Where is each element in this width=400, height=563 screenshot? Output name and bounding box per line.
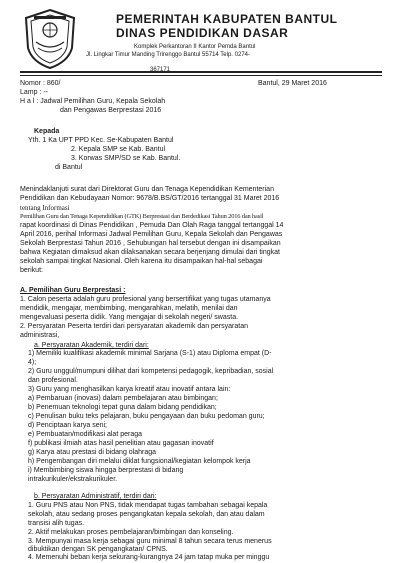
letterhead-title-1: PEMERINTAH KABUPATEN BANTUL — [116, 12, 338, 26]
section-a-line: 2. Persyaratan Peserta terdiri dari persyaratan akademik dan persyaratan — [20, 323, 249, 330]
section-a-line: 1. Calon peserta adalah guru profesional yang bersertifikat yang tugas utamanya — [20, 296, 271, 303]
letterhead-rule-thick — [20, 71, 382, 73]
body-line: berikut: — [20, 267, 43, 274]
body-line: bahwa Kegiatan dimaksud akan dilaksanakan secara berjenjang dimulai dari tingkat — [20, 249, 280, 256]
section-a-line: mendidik, mengajar, membimbing, mengarahkan, melatih, menilai dan — [20, 305, 238, 312]
academic-line: d) Penciptaan karya seni; — [28, 422, 107, 429]
academic-line: c) Penulisan buku teks pelajaran, buku pengayaan dan buku pedoman guru; — [28, 413, 265, 420]
academic-line: 4); — [28, 359, 37, 366]
letterhead — [86, 12, 386, 59]
administrative-requirements-heading: b. Persyaratan Administratif, terdiri dari: — [34, 493, 157, 500]
lamp-line: Lamp : -- — [20, 89, 49, 96]
academic-line: 1) Memiliki kualifikasi akademik minimal Sarjana (S-1) atau Diploma empat (D- — [28, 350, 272, 357]
academic-line: dan profesional. — [28, 377, 78, 384]
letterhead-rule-thin — [20, 75, 382, 76]
administrative-line: 3. Mempunyai masa kerja sebagai guru minimal 8 tahun secara terus menerus — [28, 538, 272, 545]
nomor-line: Nomor : 860/ — [20, 80, 61, 87]
academic-line: b) Penemuan teknologi tepat guna dalam bidang pendidikan; — [28, 404, 217, 411]
academic-line: i) Membimbing siswa hingga berprestasi di bidang — [28, 467, 184, 474]
academic-line: a) Pembaruan (inovasi) dalam pembelajaran atau bimbingan; — [28, 395, 218, 402]
academic-line: intrakurikuler/ekstrakurikuler. — [28, 476, 118, 483]
academic-line: f) publikasi ilmiah atas hasil penelitian atau gagasan inovatif — [28, 440, 214, 447]
hal-line: H a l : Jadwal Pemilihan Guru, Kepala Sekolah — [20, 98, 166, 105]
body-line: Pemilihan Guru dan Tenaga Kependidikan (GTK) Berprestasi dan Berdedikasi Tahun 2016 dan hasil — [20, 213, 264, 220]
letterhead-address-2: Jl. Lingkar Timur Manding Trirenggo Bantul 55714 Telp. 0274- — [86, 52, 250, 58]
body-line: Sekolah Berprestasi Tahun 2016 , Sehubungan hal tersebut dengan ini disampaikan — [20, 240, 281, 247]
section-a-heading: A. Pemilihan Guru Berprestasi : — [20, 287, 126, 294]
letter-date: Bantul, 29 Maret 2016 — [258, 80, 327, 87]
recipient-line-2: 2. Kepala SMP se Kab. Bantul — [71, 146, 166, 153]
body-line: rapat koordinasi di Dinas Pendidikan , Pemuda Dan Olah Raga tanggal tertanggal 14 — [20, 222, 284, 229]
body-line: Menindaklanjuti surat dari Direktorat Guru dan Tenaga Kependidikan Kementerian — [20, 186, 274, 193]
academic-line: h) Pengembangan diri melalui diklat fungsional/kegiatan kelompok kerja — [28, 458, 251, 465]
administrative-line: 2. Aktif melakukan proses pembelajaran/bimbingan dan konseling. — [28, 529, 234, 536]
administrative-line: transisi alih tugas. — [28, 520, 85, 527]
administrative-line: dibuktikan dengan SK pengangkatan/ CPNS. — [28, 546, 168, 553]
academic-line: 3) Guru yang menghasilkan karya kreatif atau inovatif antara lain: — [28, 386, 231, 393]
academic-requirements-heading: a. Persyaratan Akademik, terdiri dari: — [34, 342, 149, 349]
administrative-line: sekolah, atau sedang proses pengangkatan kepala sekolah, dan atau dalam — [28, 511, 265, 518]
administrative-line: 1. Guru PNS atau Non PNS, tidak mendapat tugas tambahan sebagai kepala — [28, 502, 268, 509]
body-line: Pendidikan dan Kebudayaan Nomor: 9678/B.BS/GT/2016 tertanggal 31 Maret 2016 — [20, 195, 280, 202]
academic-line: e) Pembuatan/modifikasi alat peraga — [28, 431, 143, 438]
section-a-line: mengevaluasi peserta didik. Yang mengajar di sekolah negeri/ swasta. — [20, 314, 239, 321]
letterhead-title-2: DINAS PENDIDIKAN DASAR — [116, 26, 289, 40]
recipient-line-1: Yth. 1 Ka UPT PPD Kec. Se-Kabupaten Bantul — [28, 137, 174, 144]
body-line: April 2016, perihal Informasi Jadwal Pemilihan Guru, Kepala Sekolah dan Pengawas — [20, 231, 283, 238]
kepada-label: Kepada — [34, 128, 60, 135]
bantul-regency-emblem — [22, 8, 78, 70]
section-a-line: administrasi, — [20, 332, 60, 339]
letterhead-address-3: 367171 — [150, 67, 171, 73]
administrative-line: 4. Memenuhi beban kerja sekurang-kurangnya 24 jam tatap muka per minggu — [28, 554, 270, 561]
letterhead-address-1: Komplek Perkantoran II Kantor Pemda Bantul — [134, 44, 256, 50]
recipient-line-3: 3. Korwas SMP/SD se Kab. Bantul. — [71, 155, 181, 162]
body-line: sekolah sampai tingkat Nasional. Oleh karena itu disampaikan hal-hal sebagai — [20, 258, 263, 265]
recipient-line-4: di Bantul — [55, 164, 83, 171]
hal-line-cont: dan Pengawas Berprestasi 2016 — [60, 107, 162, 114]
academic-line: g) Karya atau prestasi di bidang olahraga — [28, 449, 157, 456]
body-line: tentang Informasi — [20, 204, 70, 212]
academic-line: 2) Guru unggul/mumpuni dilihat dari kompetensi pedagogik, kepribadian, sosial — [28, 368, 274, 375]
